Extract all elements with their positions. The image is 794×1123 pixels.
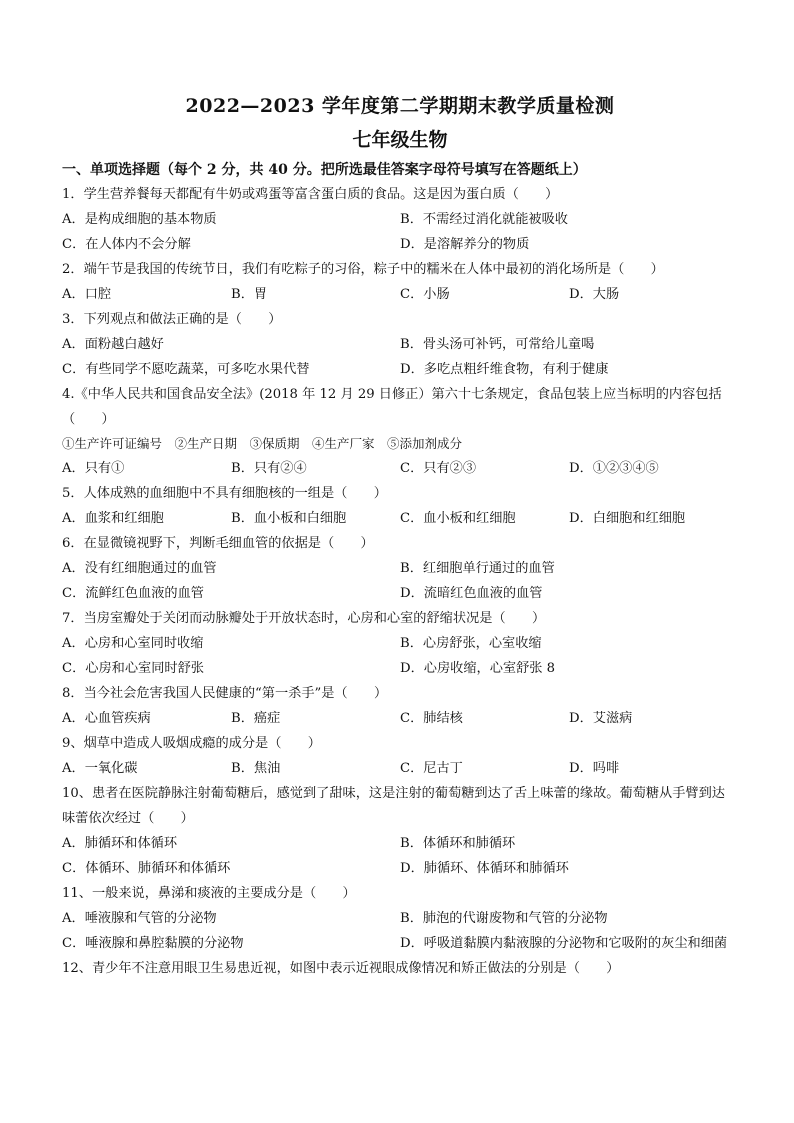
option-d: D．白细胞和红细胞 [569,511,686,526]
question-7 [62,606,738,681]
question-sub-items: ①生产许可证编号 ②生产日期 ③保质期 ④生产厂家 ⑤添加剂成分 [62,436,463,451]
option-c: C．血小板和红细胞 [400,511,516,526]
section-heading: 一、单项选择题（每个 2 分，共 40 分。把所选最佳答案字母符号填写在答题纸上） [62,162,587,178]
option-b: B．心房舒张，心室收缩 [400,636,542,651]
question-stem: 11、一般来说，鼻涕和痰液的主要成分是（ ） [62,886,356,901]
question-stem: 3．下列观点和做法正确的是（ ） [62,312,282,327]
question-stem: 6．在显微镜视野下，判断毛细血管的依据是（ ） [62,536,374,551]
option-b: B．焦油 [231,761,281,776]
question-11 [62,881,738,956]
option-b: B．胃 [231,287,268,302]
option-a: A．一氧化碳 [62,761,138,776]
option-d: D．①②③④⑤ [569,461,659,476]
option-a: A．是构成细胞的基本物质 [62,212,217,227]
option-c: C．有些同学不愿吃蔬菜，可多吃水果代替 [62,362,310,377]
option-c: C．在人体内不会分解 [62,237,191,252]
option-d: D．肺循环、体循环和肺循环 [400,861,569,876]
question-stem: 7．当房室瓣处于关闭而动脉瓣处于开放状态时，心房和心室的舒缩状况是（ ） [62,611,546,626]
option-d: D．呼吸道黏膜内黏液腺的分泌物和它吸附的灰尘和细菌 [400,936,728,951]
option-d: D．艾滋病 [569,711,633,726]
option-d: D．心房收缩，心室舒张 8 [400,661,556,676]
question-2 [62,257,738,307]
question-12 [62,956,738,981]
option-b: B．不需经过消化就能被吸收 [400,212,568,227]
option-c: C．体循环、肺循环和体循环 [62,861,231,876]
question-stem: 8．当今社会危害我国人民健康的“第一杀手”是（ ） [62,686,388,701]
option-c: C．小肠 [400,287,450,302]
option-a: A．肺循环和体循环 [62,836,178,851]
question-5 [62,481,738,531]
option-b: B．癌症 [231,711,281,726]
option-b: B．肺泡的代谢废物和气管的分泌物 [400,911,608,926]
question-8 [62,681,738,731]
question-stem: 9、烟草中造成人吸烟成瘾的成分是（ ） [62,736,321,751]
question-1 [62,182,738,257]
question-stem: 5．人体成熟的血细胞中不具有细胞核的一组是（ ） [62,486,387,501]
option-c: C．只有②③ [400,461,477,476]
option-b: B．血小板和白细胞 [231,511,347,526]
question-stem: 12、青少年不注意用眼卫生易患近视，如图中表示近视眼成像情况和矫正做法的分别是（ ） [62,961,620,976]
option-a: A．面粉越白越好 [62,337,164,352]
option-b: B．骨头汤可补钙，可常给儿童喝 [400,337,595,352]
question-6 [62,531,738,606]
question-stem: 4.《中华人民共和国食品安全法》(2018 年 12 月 29 日修正）第六十七条规定，食品包装上应当标明的内容包括（ ） [62,387,722,427]
option-c: C．流鲜红色血液的血管 [62,586,204,601]
question-stem: 1．学生营养餐每天都配有牛奶或鸡蛋等富含蛋白质的食品。这是因为蛋白质（ ） [62,187,559,202]
option-d: D．吗啡 [569,761,620,776]
question-stem: 10、患者在医院静脉注射葡萄糖后，感觉到了甜味，这是注射的葡萄糖到达了舌上味蕾的缘故。葡萄糖从手臂到达味蕾依次经过（ ） [62,786,725,826]
option-c: C．尼古丁 [400,761,463,776]
option-b: B．体循环和肺循环 [400,836,516,851]
option-a: A．心血管疾病 [62,711,151,726]
option-c: C．肺结核 [400,711,463,726]
option-b: B．红细胞单行通过的血管 [400,561,555,576]
option-a: A．血浆和红细胞 [62,511,164,526]
option-a: A．只有① [62,461,125,476]
option-a: A．没有红细胞通过的血管 [62,561,217,576]
option-b: B．只有②④ [231,461,307,476]
question-10 [62,781,738,881]
option-a: A．唾液腺和气管的分泌物 [62,911,217,926]
option-d: D．流暗红色血液的血管 [400,586,543,601]
exam-title: 2022—2023 学年度第二学期期末教学质量检测 [185,95,615,117]
exam-subtitle: 七年级生物 [352,129,448,151]
question-9 [62,731,738,781]
question-stem: 2．端午节是我国的传统节日，我们有吃粽子的习俗，粽子中的糯米在人体中最初的消化场所是（ ） [62,262,664,277]
option-d: D．大肠 [569,287,620,302]
option-a: A．心房和心室同时收缩 [62,636,204,651]
question-4 [62,382,738,481]
option-d: D．是溶解养分的物质 [400,237,530,252]
option-c: C．唾液腺和鼻腔黏膜的分泌物 [62,936,244,951]
option-d: D．多吃点粗纤维食物，有利于健康 [400,362,609,377]
option-a: A．口腔 [62,287,112,302]
question-3 [62,307,738,382]
exam-page [62,92,738,981]
option-c: C．心房和心室同时舒张 [62,661,204,676]
